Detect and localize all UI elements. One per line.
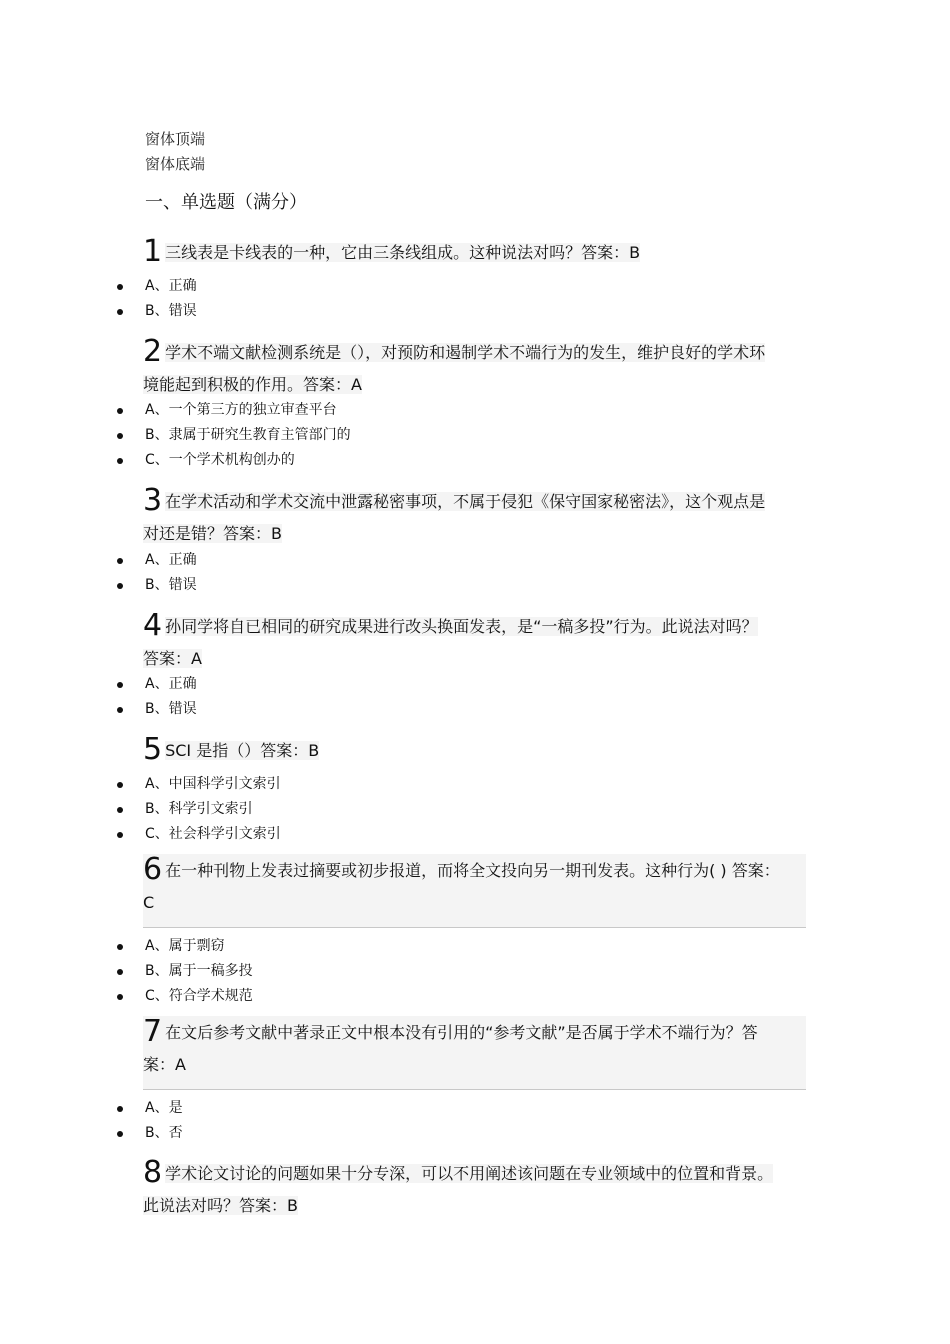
question-text-continued: 案：A [143,1055,186,1074]
question-number: 3 [143,483,163,518]
option-item[interactable]: C、一个学术机构创办的 [0,448,950,473]
question-3-options [0,548,950,598]
question-text-continued: 境能起到积极的作用。答案：A [143,375,362,394]
option-item[interactable]: A、中国科学引文索引 [0,772,950,797]
question-4 [143,610,806,675]
question-number: 4 [143,608,163,643]
bullet-icon [117,832,123,838]
question-number: 8 [143,1155,163,1190]
option-item[interactable]: C、符合学术规范 [0,984,950,1009]
bullet-icon [117,558,123,564]
question-1 [143,236,806,269]
option-item[interactable]: B、错误 [0,299,950,324]
question-text-continued: 对还是错？答案：B [143,524,282,543]
bullet-icon [117,682,123,688]
bullet-icon [117,458,123,464]
question-text: 学术论文讨论的问题如果十分专深，可以不用阐述该问题在专业领域中的位置和背景。 [165,1164,774,1183]
question-text: SCI 是指（）答案：B [165,741,320,760]
question-text-continued: C [143,893,155,912]
question-number: 2 [143,334,163,369]
option-item[interactable]: B、科学引文索引 [0,797,950,822]
option-item[interactable]: A、是 [0,1096,950,1121]
bullet-icon [117,433,123,439]
question-5 [143,734,806,767]
option-item[interactable]: A、正确 [0,672,950,697]
option-item[interactable]: B、否 [0,1121,950,1146]
question-text-continued: 此说法对吗？答案：B [143,1196,298,1215]
bullet-icon [117,969,123,975]
form-bottom-marker: 窗体底端 [145,155,206,173]
question-text: 三线表是卡线表的一种，它由三条线组成。这种说法对吗？答案：B [165,243,641,262]
option-item[interactable]: C、社会科学引文索引 [0,822,950,847]
bullet-icon [117,782,123,788]
bullet-icon [117,284,123,290]
option-item[interactable]: A、正确 [0,548,950,573]
question-2-options [0,398,950,473]
option-item[interactable]: A、属于剽窃 [0,934,950,959]
question-1-line [143,236,806,269]
bullet-icon [117,944,123,950]
question-text: 学术不端文献检测系统是（），对预防和遏制学术不端行为的发生，维护良好的学术环 [165,343,766,362]
option-item[interactable]: A、正确 [0,274,950,299]
option-item[interactable]: B、错误 [0,573,950,598]
option-item[interactable]: B、错误 [0,697,950,722]
question-text: 在学术活动和学术交流中泄露秘密事项，不属于侵犯《保守国家秘密法》，这个观点是 [165,492,766,511]
option-item[interactable]: B、属于一稿多投 [0,959,950,984]
question-5-options [0,772,950,847]
question-number: 1 [143,234,163,269]
question-3 [143,485,806,550]
question-number: 7 [143,1014,163,1049]
question-text-continued: 答案：A [143,649,202,668]
bullet-icon [117,1106,123,1112]
question-6 [143,854,806,928]
bullet-icon [117,309,123,315]
bullet-icon [117,994,123,1000]
question-text: 在文后参考文献中著录正文中根本没有引用的“参考文献”是否属于学术不端行为？答 [165,1023,758,1042]
section-title: 一、单选题（满分） [145,192,307,213]
option-item[interactable]: B、隶属于研究生教育主管部门的 [0,423,950,448]
question-text: 孙同学将自已相同的研究成果进行改头换面发表，是“一稿多投”行为。此说法对吗？ [165,617,758,636]
question-text: 在一种刊物上发表过摘要或初步报道，而将全文投向另一期刊发表。这种行为( ) 答案： [165,861,780,880]
question-7-options [0,1096,950,1146]
form-top-marker: 窗体顶端 [145,130,206,148]
bullet-icon [117,408,123,414]
option-item[interactable]: A、一个第三方的独立审查平台 [0,398,950,423]
question-number: 6 [143,852,163,887]
question-number: 5 [143,732,163,767]
question-7 [143,1016,806,1090]
bullet-icon [117,807,123,813]
bullet-icon [117,1131,123,1137]
question-8 [143,1157,806,1222]
bullet-icon [117,583,123,589]
bullet-icon [117,707,123,713]
question-6-options [0,934,950,1009]
question-4-options [0,672,950,722]
question-2 [143,336,806,401]
question-1-options [0,274,950,324]
